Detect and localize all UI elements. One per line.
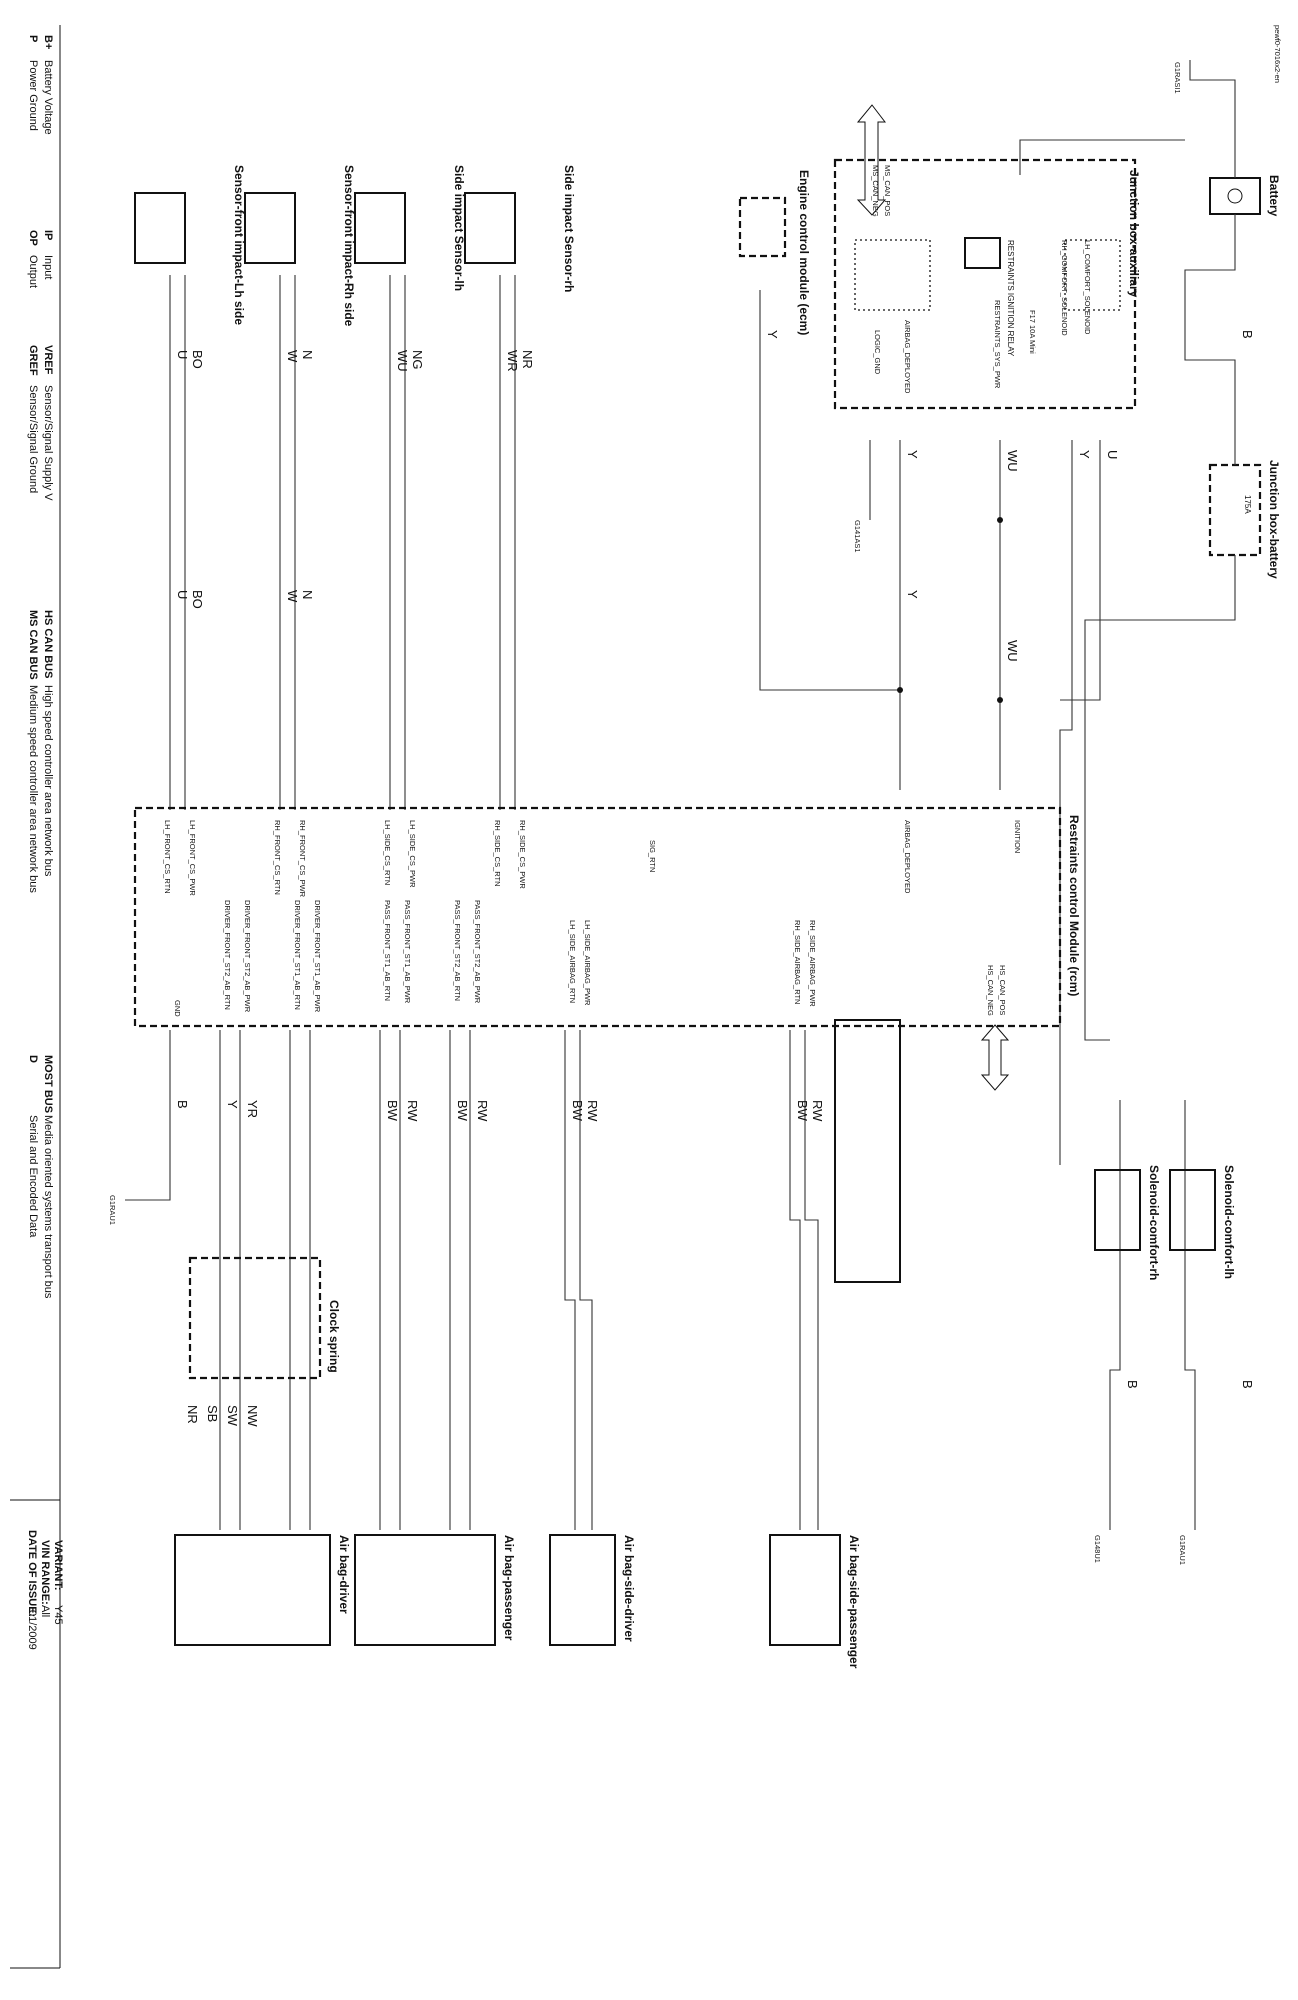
- ab-passenger-title: Air bag-passenger: [502, 1535, 516, 1641]
- wire: [125, 1030, 170, 1200]
- signal-label: LH_SIDE_AIRBAG_PWR: [583, 920, 592, 1006]
- battery-icon: [1228, 189, 1242, 203]
- sensor-box: [245, 193, 295, 263]
- wire: [1110, 1100, 1120, 1530]
- splice: [897, 687, 903, 693]
- solenoid-lh-title: Solenoid-comfort-lh: [1222, 1165, 1236, 1279]
- wire: [1185, 1100, 1195, 1530]
- legend-value: Serial and Encoded Data: [27, 1115, 39, 1238]
- sensor-side-lh-title: Side impact Sensor-lh: [452, 165, 466, 292]
- legend-value: Output: [27, 255, 39, 289]
- ground-label: G1RAU1: [108, 1195, 117, 1226]
- wire-colour: BW: [455, 1100, 470, 1121]
- vin-label: VIN RANGE:: [39, 1540, 51, 1605]
- signal-label: GND: [173, 1000, 182, 1017]
- wire-colour: BO: [190, 350, 205, 369]
- legend-key: IP: [42, 230, 54, 241]
- solenoid-comfort-rh: [1095, 1165, 1161, 1280]
- airbag-box: [550, 1535, 615, 1645]
- wire-b-aux: [1020, 140, 1185, 175]
- airbag-box: [770, 1535, 840, 1645]
- wire-colour-labels: [175, 330, 1255, 1427]
- signal-label: RESTRAINTS_SYS_PWR: [993, 300, 1002, 389]
- wire-colour: B: [175, 1100, 190, 1109]
- wire-colour: SW: [225, 1405, 240, 1426]
- legend-key: GREF: [27, 345, 39, 376]
- relay-box: [965, 238, 1000, 268]
- legend-value: Power Ground: [27, 60, 39, 131]
- signal-label: RH_FRONT_CS_RTN: [273, 820, 282, 895]
- signal-label: LH_FRONT_CS_RTN: [163, 820, 172, 894]
- wire-colour: Y: [225, 1100, 240, 1109]
- splice: [997, 517, 1003, 523]
- battery-title: Battery: [1267, 175, 1281, 217]
- legend-key: HS CAN BUS: [42, 610, 54, 679]
- ground-label: G148U1: [1093, 1535, 1102, 1563]
- signal-label: MS_CAN_POS: [883, 165, 892, 217]
- wire-colour: Y: [1077, 450, 1092, 459]
- sensor-front-lh-title: Sensor-front impact-Lh side: [232, 165, 246, 326]
- wire-colour: WU: [1005, 450, 1020, 472]
- solenoid-box: [1170, 1170, 1215, 1250]
- battery-box: [1210, 178, 1260, 214]
- legend-key: MS CAN BUS: [27, 610, 39, 680]
- legend-value: Battery Voltage: [42, 60, 54, 135]
- signal-label: LH_COMFORT_SOLENOID: [1083, 240, 1092, 335]
- signal-label: MS_CAN_NEG: [871, 165, 880, 217]
- signal-label: DRIVER_FRONT_ST1_AB_PWR: [313, 900, 322, 1013]
- date-label: DATE OF ISSUE:: [26, 1530, 38, 1618]
- wire-colour: RW: [585, 1100, 600, 1122]
- wire-colour: B: [1125, 1380, 1140, 1389]
- variant-value: Y45: [52, 1605, 64, 1625]
- signal-label: LOGIC_GND: [873, 330, 882, 375]
- hs-can-arrow: [982, 1025, 1008, 1090]
- legend-key: MOST BUS: [42, 1055, 54, 1114]
- ecm-title: Engine control module (ecm): [797, 170, 811, 336]
- rcm-title: Restraints control Module (rcm): [1067, 815, 1081, 997]
- date-value: 01/2009: [26, 1610, 38, 1650]
- signal-label: DRIVER_FRONT_ST2_AB_RTN: [223, 900, 232, 1010]
- wire-colour: WR: [505, 350, 520, 372]
- wire-colour: BW: [570, 1100, 585, 1121]
- wire-colour: WU: [1005, 640, 1020, 662]
- wire-colour: NG: [410, 350, 425, 370]
- signal-label: RH_SIDE_CS_PWR: [518, 820, 527, 889]
- fuse-f17: F17 10A Mini: [1028, 310, 1037, 354]
- signal-label: DRIVER_FRONT_ST1_AB_RTN: [293, 900, 302, 1010]
- signal-label: LH_FRONT_CS_PWR: [188, 820, 197, 896]
- signal-label: PASS_FRONT_ST2_AB_RTN: [453, 900, 462, 1002]
- ground-label: G1RAU1: [1178, 1535, 1187, 1566]
- signal-label: RH_FRONT_CS_PWR: [298, 820, 307, 898]
- vin-value: All: [39, 1605, 51, 1618]
- wire-colour: U: [175, 590, 190, 600]
- wire-colour: NR: [520, 350, 535, 369]
- clock-spring-title: Clock spring: [327, 1300, 341, 1373]
- rcm-signal-labels: [163, 820, 1022, 1017]
- signal-label: RH_SIDE_CS_RTN: [493, 820, 502, 887]
- ground-label: G1RASI1: [1173, 62, 1182, 94]
- legend-key: VREF: [42, 345, 54, 375]
- signal-label: AIRBAG_DEPLOYED: [903, 320, 912, 394]
- air-bag-side-passenger: [770, 1535, 861, 1669]
- legend-value: Media oriented systems transport bus: [42, 1115, 54, 1299]
- fuse-label: 175A: [1243, 495, 1252, 514]
- wire-colour: B: [1240, 1380, 1255, 1389]
- wire-gnd-battery: [1190, 60, 1235, 178]
- sensor-box: [135, 193, 185, 263]
- airbag-box: [175, 1535, 330, 1645]
- wire-u: [1060, 440, 1100, 700]
- wire-battery-jb: [1185, 214, 1235, 465]
- wire-colour: W: [285, 590, 300, 603]
- legend-value: High speed controller area network bus: [42, 685, 54, 877]
- wire-colour: NW: [245, 1405, 260, 1427]
- jb-aux-title: Junction box-auxiliary: [1127, 170, 1141, 298]
- clock-spring: [190, 1258, 341, 1378]
- wire-colour: N: [300, 350, 315, 360]
- wire-colour: W: [285, 350, 300, 363]
- signal-label: HS_CAN_POS: [998, 965, 1007, 1016]
- wire-colour: Y: [905, 590, 920, 599]
- sensor-front-rh: [245, 165, 356, 327]
- legend-value: Medium speed controller area network bus: [27, 685, 39, 893]
- sensor-box: [465, 193, 515, 263]
- clock-spring-box: [190, 1258, 320, 1378]
- variant-label: VARIANT:: [52, 1540, 64, 1591]
- wire-colour: RW: [405, 1100, 420, 1122]
- wire-jb-solenoid: [1085, 555, 1235, 1040]
- relay-label: RESTRAINTS IGNITION RELAY: [1006, 240, 1015, 357]
- signal-label: PASS_FRONT_ST1_AB_PWR: [403, 900, 412, 1004]
- signal-label: LH_SIDE_AIRBAG_RTN: [568, 920, 577, 1004]
- jb-battery-title: Junction box-battery: [1267, 460, 1281, 579]
- air-bag-passenger: [355, 1535, 516, 1645]
- wire-y: [1060, 440, 1072, 1165]
- wire-colour: SB: [205, 1405, 220, 1423]
- wire-colour: BW: [795, 1100, 810, 1121]
- wire-colour: N: [300, 590, 315, 600]
- ground-label: G141AS1: [853, 520, 862, 553]
- airbag-wires: [125, 1030, 1195, 1530]
- sensor-side-rh-title: Side impact Sensor-rh: [562, 165, 576, 293]
- top-wires: [760, 60, 1235, 1165]
- ab-side-driver-title: Air bag-side-driver: [622, 1535, 636, 1642]
- signal-label: RH_SIDE_AIRBAG_RTN: [793, 920, 802, 1005]
- signal-label: AIRBAG_DEPLOYED: [903, 820, 912, 894]
- legend: [10, 25, 64, 1968]
- solenoid-rh-title: Solenoid-comfort-rh: [1147, 1165, 1161, 1281]
- ab-side-passenger-title: Air bag-side-passenger: [847, 1535, 861, 1669]
- sensor-front-lh: [135, 165, 246, 325]
- rcm-connector-box: [835, 1020, 900, 1282]
- legend-value: Sensor/Signal Supply V: [42, 385, 54, 501]
- wire-colour: RW: [810, 1100, 825, 1122]
- wire-colour: U: [1105, 450, 1120, 460]
- internal-ecu: [855, 240, 930, 310]
- ground-symbols: [108, 62, 1187, 1565]
- wire-colour: BW: [385, 1100, 400, 1121]
- ab-driver-title: Air bag-driver: [337, 1535, 351, 1614]
- wire-colour: Y: [765, 330, 780, 339]
- sensor-side-lh: [355, 165, 466, 291]
- signal-label: DRIVER_FRONT_ST2_AB_PWR: [243, 900, 252, 1013]
- air-bag-driver: [175, 1535, 351, 1645]
- signal-label: LH_SIDE_CS_PWR: [408, 820, 417, 888]
- battery: [1210, 175, 1281, 217]
- signal-label: IGNITION: [1013, 820, 1022, 854]
- doc-id: pewf0-7016x2-en: [1273, 25, 1282, 83]
- legend-key: B+: [42, 35, 54, 50]
- legend-key: D: [27, 1055, 39, 1063]
- signal-label: SIG_RTN: [648, 840, 657, 873]
- sensor-front-rh-title: Sensor-front impact-Rh side: [342, 165, 356, 327]
- signal-label: PASS_FRONT_ST1_AB_RTN: [383, 900, 392, 1002]
- signal-label: RH_SIDE_AIRBAG_PWR: [808, 920, 817, 1007]
- sensor-wires: [170, 275, 515, 810]
- sensor-side-rh: [465, 165, 576, 292]
- wire-colour: BO: [190, 590, 205, 609]
- airbag-box: [355, 1535, 495, 1645]
- solenoid-box: [1095, 1170, 1140, 1250]
- legend-key: P: [27, 35, 39, 43]
- engine-control-module: [740, 170, 811, 335]
- legend-value: Sensor/Signal Ground: [27, 385, 39, 494]
- legend-key: OP: [27, 230, 39, 246]
- junction-box-battery: [1210, 460, 1281, 579]
- solenoid-comfort-lh: [1170, 1165, 1236, 1279]
- wire-colour: RW: [475, 1100, 490, 1122]
- signal-label: RH_COMFORT_SOLENOID: [1060, 240, 1069, 336]
- sensor-box: [355, 193, 405, 263]
- signal-label: HS_CAN_NEG: [986, 965, 995, 1016]
- legend-value: Input: [42, 255, 54, 280]
- wire-colour: WU: [395, 350, 410, 372]
- ecm-box: [740, 198, 785, 256]
- wire-colour: U: [175, 350, 190, 360]
- jb-aux-signal-labels: [871, 165, 1092, 394]
- signal-label: PASS_FRONT_ST2_AB_PWR: [473, 900, 482, 1004]
- wire-colour: NR: [185, 1405, 200, 1424]
- signal-label: LH_SIDE_CS_RTN: [383, 820, 392, 886]
- wire-colour: Y: [905, 450, 920, 459]
- wire-colour: YR: [245, 1100, 260, 1119]
- air-bag-side-driver: [550, 1535, 636, 1645]
- splice: [997, 697, 1003, 703]
- wire-colour: B: [1240, 330, 1255, 339]
